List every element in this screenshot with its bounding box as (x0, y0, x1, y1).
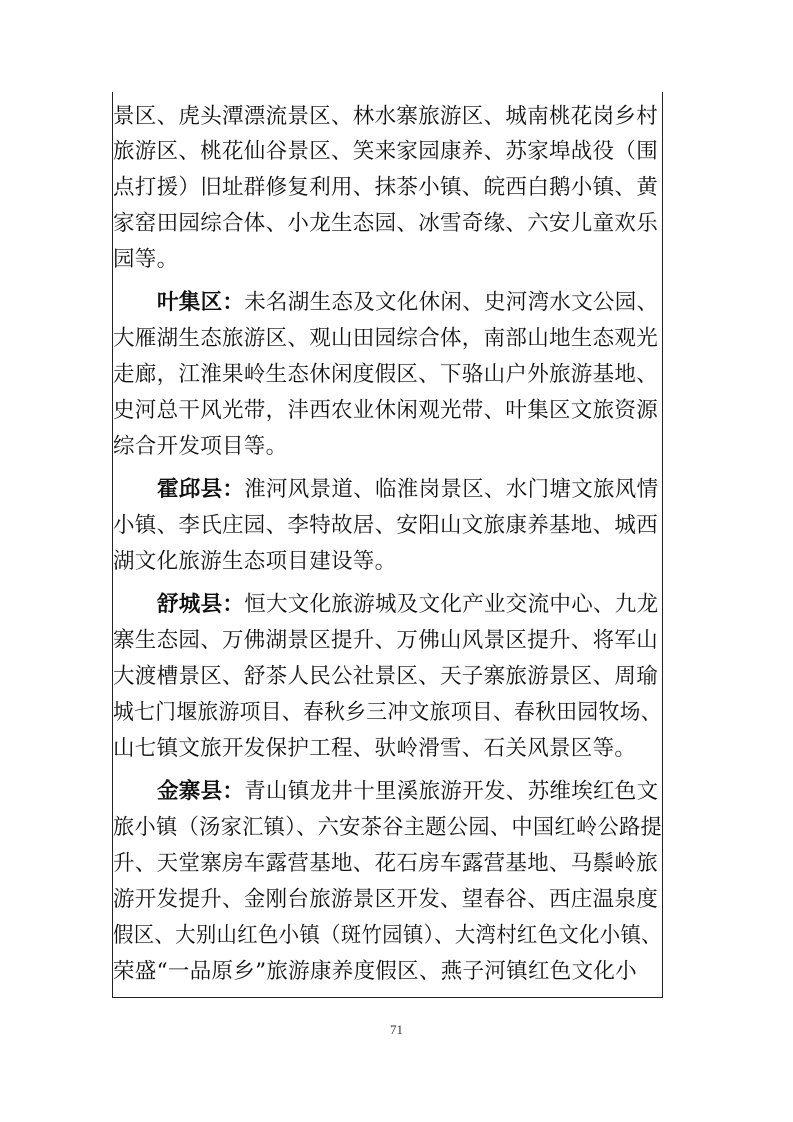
text-line: 家窑田园综合体、小龙生态园、冰雪奇缘、六安儿童欢乐 (113, 211, 659, 236)
text-line: 走廊，江淮果岭生态休闲度假区、下骆山户外旅游基地、 (113, 362, 659, 387)
text-line: 综合开发项目等。 (113, 434, 288, 459)
paragraph-first-line: 叶集区：未名湖生态及文化休闲、史河湾水文公园、 (157, 290, 659, 315)
paragraph-first-line: 金寨县：青山镇龙井十里溪旅游开发、苏维埃红色文 (157, 779, 659, 804)
district-heading: 金寨县： (157, 779, 245, 804)
text-line: 景区、虎头潭漂流景区、林水寨旅游区、城南桃花岗乡村 (113, 104, 659, 129)
page-number: 71 (390, 1022, 403, 1037)
text-line: 湖文化旅游生态项目建设等。 (113, 549, 397, 574)
text-line: 城七门堰旅游项目、春秋乡三冲文旅项目、春秋田园牧场、 (113, 700, 662, 725)
paragraph-first-line: 舒城县：恒大文化旅游城及文化产业交流中心、九龙 (157, 592, 659, 617)
text-line: 大渡槽景区、舒茶人民公社景区、天子寨旅游景区、周瑜 (113, 664, 659, 689)
paragraph-first-line: 霍邱县：淮河风景道、临淮岗景区、水门塘文旅风情 (157, 477, 659, 502)
text-line: 假区、大别山红色小镇（斑竹园镇）、大湾村红色文化小镇、 (113, 923, 662, 948)
text-line: 升、天堂寨房车露营基地、花石房车露营基地、马鬃岭旅 (113, 851, 659, 876)
district-heading: 霍邱县： (157, 477, 245, 502)
district-heading: 舒城县： (157, 592, 245, 617)
text-line: 旅游区、桃花仙谷景区、笑来家园康养、苏家埠战役（围 (113, 139, 659, 164)
text-line: 点打援）旧址群修复利用、抹茶小镇、皖西白鹅小镇、黄 (113, 175, 659, 200)
text-line: 大雁湖生态旅游区、观山田园综合体，南部山地生态观光 (113, 326, 659, 351)
text-line: 山七镇文旅开发保护工程、驮岭滑雪、石关风景区等。 (113, 736, 637, 761)
text-line: 游开发提升、金刚台旅游景区开发、望春谷、西庄温泉度 (113, 887, 659, 912)
text-line: 园等。 (113, 247, 179, 272)
content-table-cell (112, 92, 663, 998)
text-line: 小镇、李氏庄园、李特故居、安阳山文旅康养基地、城西 (113, 513, 659, 538)
text-line: 荣盛“一品原乡”旅游康养度假区、燕子河镇红色文化小 (113, 959, 637, 984)
text-line: 史河总干风光带，沣西农业休闲观光带、叶集区文旅资源 (113, 398, 659, 423)
text-line: 寨生态园、万佛湖景区提升、万佛山风景区提升、将军山 (113, 628, 659, 653)
text-line: 旅小镇（汤家汇镇）、六安茶谷主题公园、中国红岭公路提 (113, 815, 663, 840)
district-heading: 叶集区： (157, 290, 245, 315)
